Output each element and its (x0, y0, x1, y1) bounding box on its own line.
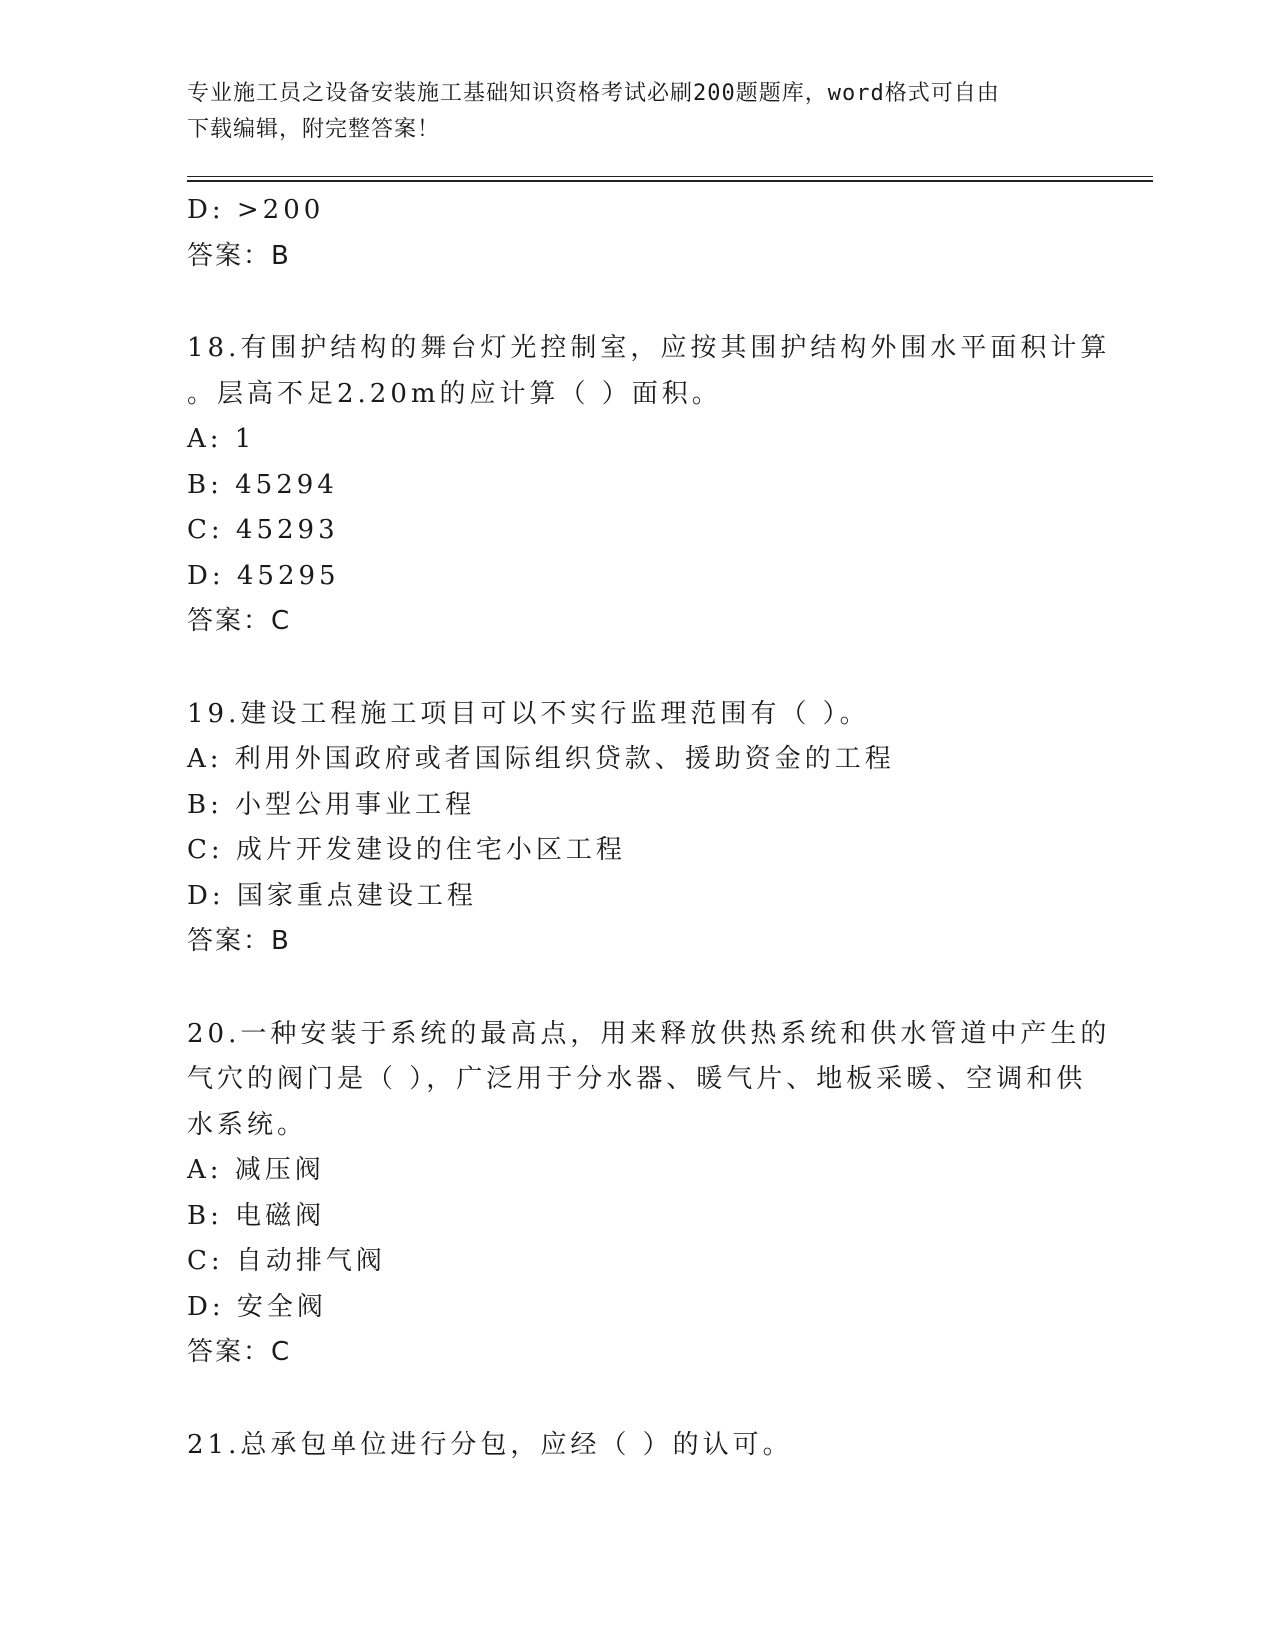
option-b: B: 45294 (187, 469, 338, 500)
option-c: C: 45293 (187, 515, 339, 545)
question-20 (187, 1012, 1111, 1376)
question-stem-line: 18.有围护结构的舞台灯光控制室，应按其围护结构外围水平面积计算 (187, 333, 1111, 363)
option-a: A: 1 (187, 424, 256, 454)
option-d: D: 国家重点建设工程 (187, 880, 477, 911)
question-19 (187, 692, 1077, 965)
question-stem-line: 21.总承包单位进行分包，应经（ ）的认可。 (187, 1429, 793, 1460)
document-body (187, 188, 1111, 1468)
question-stem-line: 20.一种安装于系统的最高点，用来释放供热系统和供水管道中产生的 (187, 1018, 1111, 1049)
question-21 (187, 1423, 1077, 1469)
option-d: D: 45295 (187, 560, 340, 591)
question-stem-line: 水系统。 (187, 1109, 308, 1140)
header-line-1: 专业施工员之设备安装施工基础知识资格考试必刷200题题库，word格式可自由 (187, 81, 1000, 106)
option-c: C: 自动排气阀 (187, 1246, 386, 1276)
answer: 答案：B (187, 926, 291, 956)
question-18 (187, 326, 1111, 645)
page-header (187, 76, 1077, 148)
question-stem-line: 气穴的阀门是（ ），广泛用于分水器、暖气片、地板采暖、空调和供 (187, 1064, 1087, 1094)
header-line-2: 下载编辑，附完整答案！ (187, 117, 441, 142)
question-stem-line: 。层高不足2.20m的应计算（ ）面积。 (187, 378, 722, 409)
option-d: D: 安全阀 (187, 1291, 327, 1322)
option-c: C: 成片开发建设的住宅小区工程 (187, 835, 626, 865)
question-stem-line: 19.建设工程施工项目可以不实行监理范围有（ ）。 (187, 698, 870, 729)
option-b: B: 小型公用事业工程 (187, 789, 476, 820)
option-a: A: 利用外国政府或者国际组织贷款、援助资金的工程 (187, 744, 895, 774)
prev-option-d: D: >200 (187, 195, 325, 225)
header-divider-thin (187, 176, 1153, 177)
header-divider-thick (187, 180, 1153, 182)
answer: 答案：C (187, 1337, 292, 1367)
option-b: B: 电磁阀 (187, 1200, 326, 1231)
prev-answer: 答案：B (187, 240, 291, 271)
answer: 答案：C (187, 606, 292, 636)
option-a: A: 减压阀 (187, 1155, 325, 1185)
